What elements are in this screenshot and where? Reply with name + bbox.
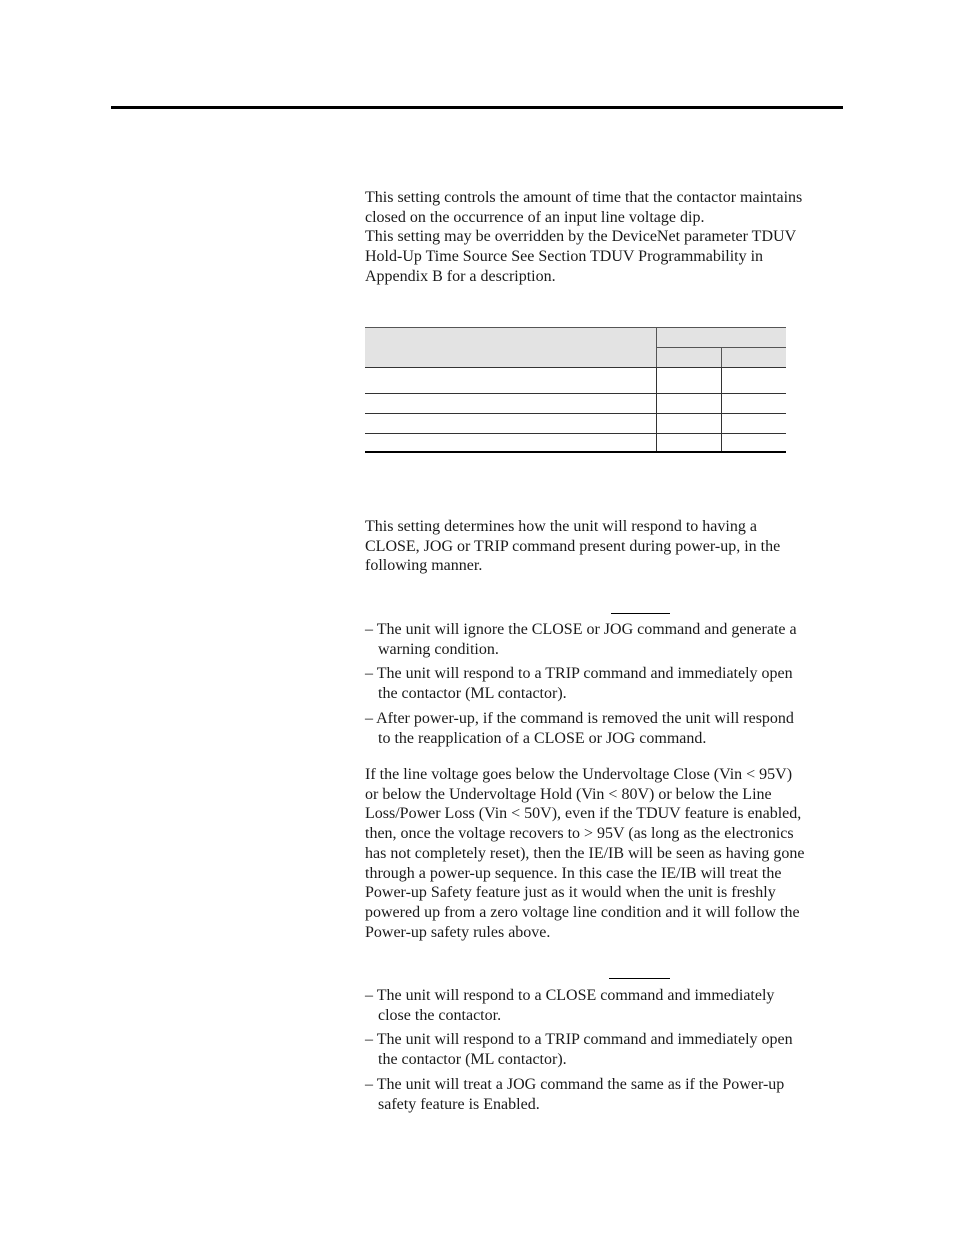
enabled-behavior-list [365, 620, 843, 753]
table-column-divider [656, 367, 657, 453]
text-line: Loss/Power Loss (Vin < 50V), even if the TDUV feature is enabled, [365, 805, 802, 823]
table-row [365, 413, 786, 414]
text-line: CLOSE, JOG or TRIP command present during power-up, in the [365, 537, 781, 555]
list-heading-rule [611, 613, 670, 614]
text-line: This setting determines how the unit will respond to having a [365, 518, 757, 535]
text-line: Power-up safety rules above. [365, 923, 551, 941]
text-line: Power-up Safety feature just as it would when the unit is freshly [365, 884, 776, 902]
list-item: – The unit will treat a JOG command the same as if the Power-up safety feature is Enabled. [365, 1075, 785, 1113]
disabled-behavior-list [365, 986, 843, 1119]
table-row [365, 393, 786, 394]
text-line: through a power-up sequence. In this case the IE/IB will treat the [365, 864, 782, 882]
table-column-divider [721, 367, 722, 453]
text-line: closed on the occurrence of an input line voltage dip. [365, 208, 705, 226]
text-line: Appendix B for a description. [365, 267, 556, 285]
list-item: – The unit will respond to a TRIP command and immediately open the contactor (ML contactor). [365, 665, 793, 703]
list-item: – After power-up, if the command is removed the unit will respond to the reapplication of a CLOSE or JOG command. [365, 709, 794, 747]
list-item: – The unit will ignore the CLOSE or JOG command and generate a warning condition. [365, 621, 797, 658]
list-item: – The unit will respond to a CLOSE command and immediately close the contactor. [365, 987, 775, 1024]
text-line: This setting may be overridden by the DeviceNet parameter TDUV [365, 228, 797, 246]
list-heading-rule [609, 978, 670, 979]
text-line: This setting controls the amount of time that the contactor maintains [365, 189, 803, 206]
table-row [365, 433, 786, 434]
table-header-divider [721, 347, 722, 367]
header-rule [111, 106, 843, 109]
text-line: following manner. [365, 557, 483, 575]
tduv-hold-up-description [365, 188, 843, 287]
text-line: Hold-Up Time Source See Section TDUV Programmability in [365, 248, 764, 266]
text-line: powered up from a zero voltage line condition and it will follow the [365, 903, 800, 921]
list-item: – The unit will respond to a TRIP command and immediately open the contactor (ML contactor). [365, 1031, 793, 1069]
settings-table [365, 327, 786, 453]
table-bottom-rule [365, 451, 786, 453]
table-row [365, 367, 786, 368]
text-line: If the line voltage goes below the Undervoltage Close (Vin < 95V) [365, 766, 793, 783]
text-line: has not completely reset), then the IE/IB will be seen as having gone [365, 844, 805, 862]
text-line: then, once the voltage recovers to > 95V (as long as the electronics [365, 825, 794, 843]
line-voltage-note [365, 765, 843, 942]
text-line: or below the Undervoltage Hold (Vin < 80V) or below the Line [365, 785, 772, 803]
power-up-safety-description [365, 517, 843, 576]
